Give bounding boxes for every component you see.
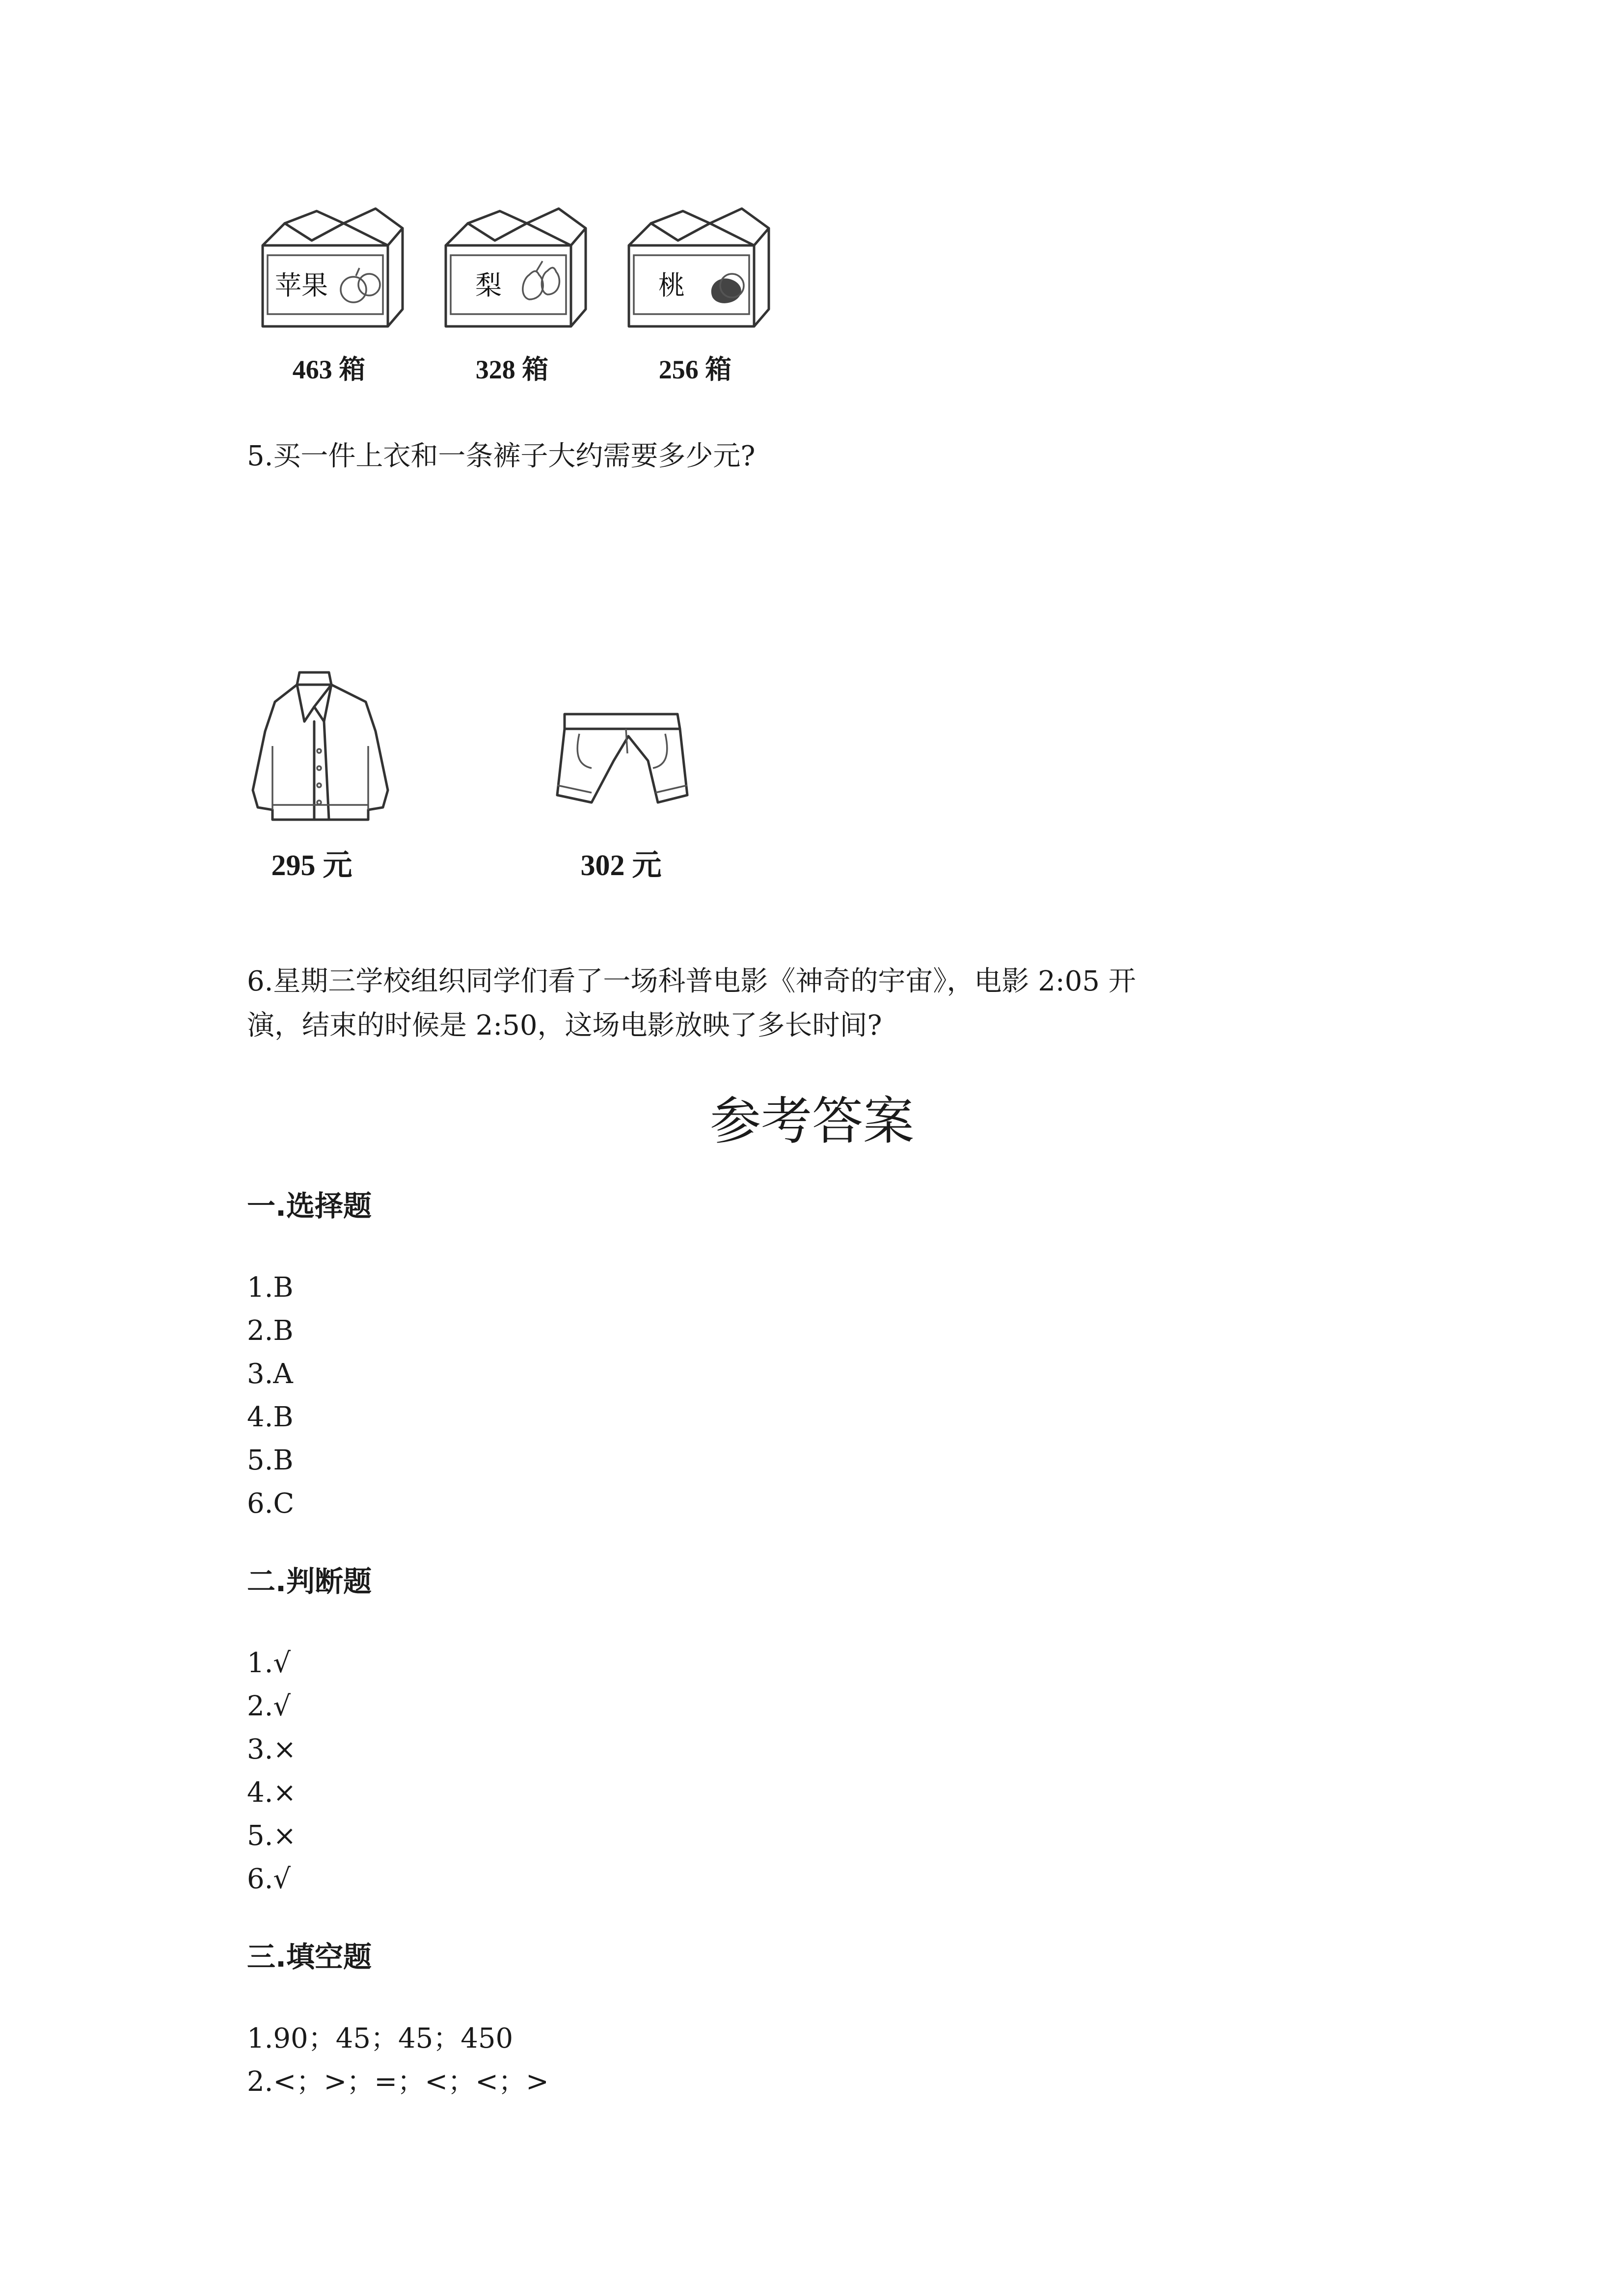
answer-list-fill [247,2017,549,2104]
section-heading-judge: 二.判断题 [247,1565,372,1598]
clothing-caption: 295 元 [271,849,352,881]
answer-item: 1.90；45；45；450 [247,2023,514,2055]
fruit-box-caption: 256 箱 [658,355,732,384]
clothing-caption: 302 元 [580,849,662,881]
answer-item: 2.B [247,1315,294,1347]
answer-item: 1.√ [247,1647,291,1679]
answer-item: 6.C [247,1488,295,1520]
apple-icon [341,268,380,302]
answer-item: 6.√ [247,1863,291,1895]
answer-item: 1.B [247,1272,294,1304]
answer-item: 3.A [247,1358,293,1390]
answer-item: 4.× [247,1777,297,1809]
peach-icon [711,274,744,303]
question-6-line-1: 6.星期三学校组织同学们看了一场科普电影《神奇的宇宙》，电影 2:05 开 [247,965,1136,997]
fruit-box-peach [622,201,779,348]
answer-list-judge [247,1642,296,1901]
answer-title: 参考答案 [709,1091,914,1151]
answer-item: 4.B [247,1401,294,1433]
fruit-box-pear [438,201,595,348]
answer-list-choice [247,1266,294,1525]
shorts-icon [550,707,697,825]
question-5: 5.买一件上衣和一条裤子大约需要多少元? [247,440,756,472]
answer-item: 5.× [247,1820,297,1852]
fruit-box-caption: 328 箱 [475,355,549,384]
answer-item: 5.B [247,1444,294,1476]
question-6 [247,960,1136,1048]
section-heading-fill: 三.填空题 [247,1940,372,1974]
fruit-box-label: 梨 [475,270,502,301]
section-heading-choice: 一.选择题 [247,1189,372,1223]
pear-icon [523,261,560,299]
question-6-line-2: 演，结束的时候是 2:50，这场电影放映了多长时间? [247,1010,882,1041]
answer-item: 2.√ [247,1690,291,1722]
fruit-box-label: 苹果 [275,270,328,301]
answer-item: 3.× [247,1734,297,1765]
fruit-box-label: 桃 [658,270,685,301]
fruit-box-caption: 463 箱 [292,355,366,384]
jacket-icon [245,663,393,829]
answer-item: 2.<；>；=；<；<；> [247,2066,549,2098]
fruit-box-apple [255,201,412,348]
